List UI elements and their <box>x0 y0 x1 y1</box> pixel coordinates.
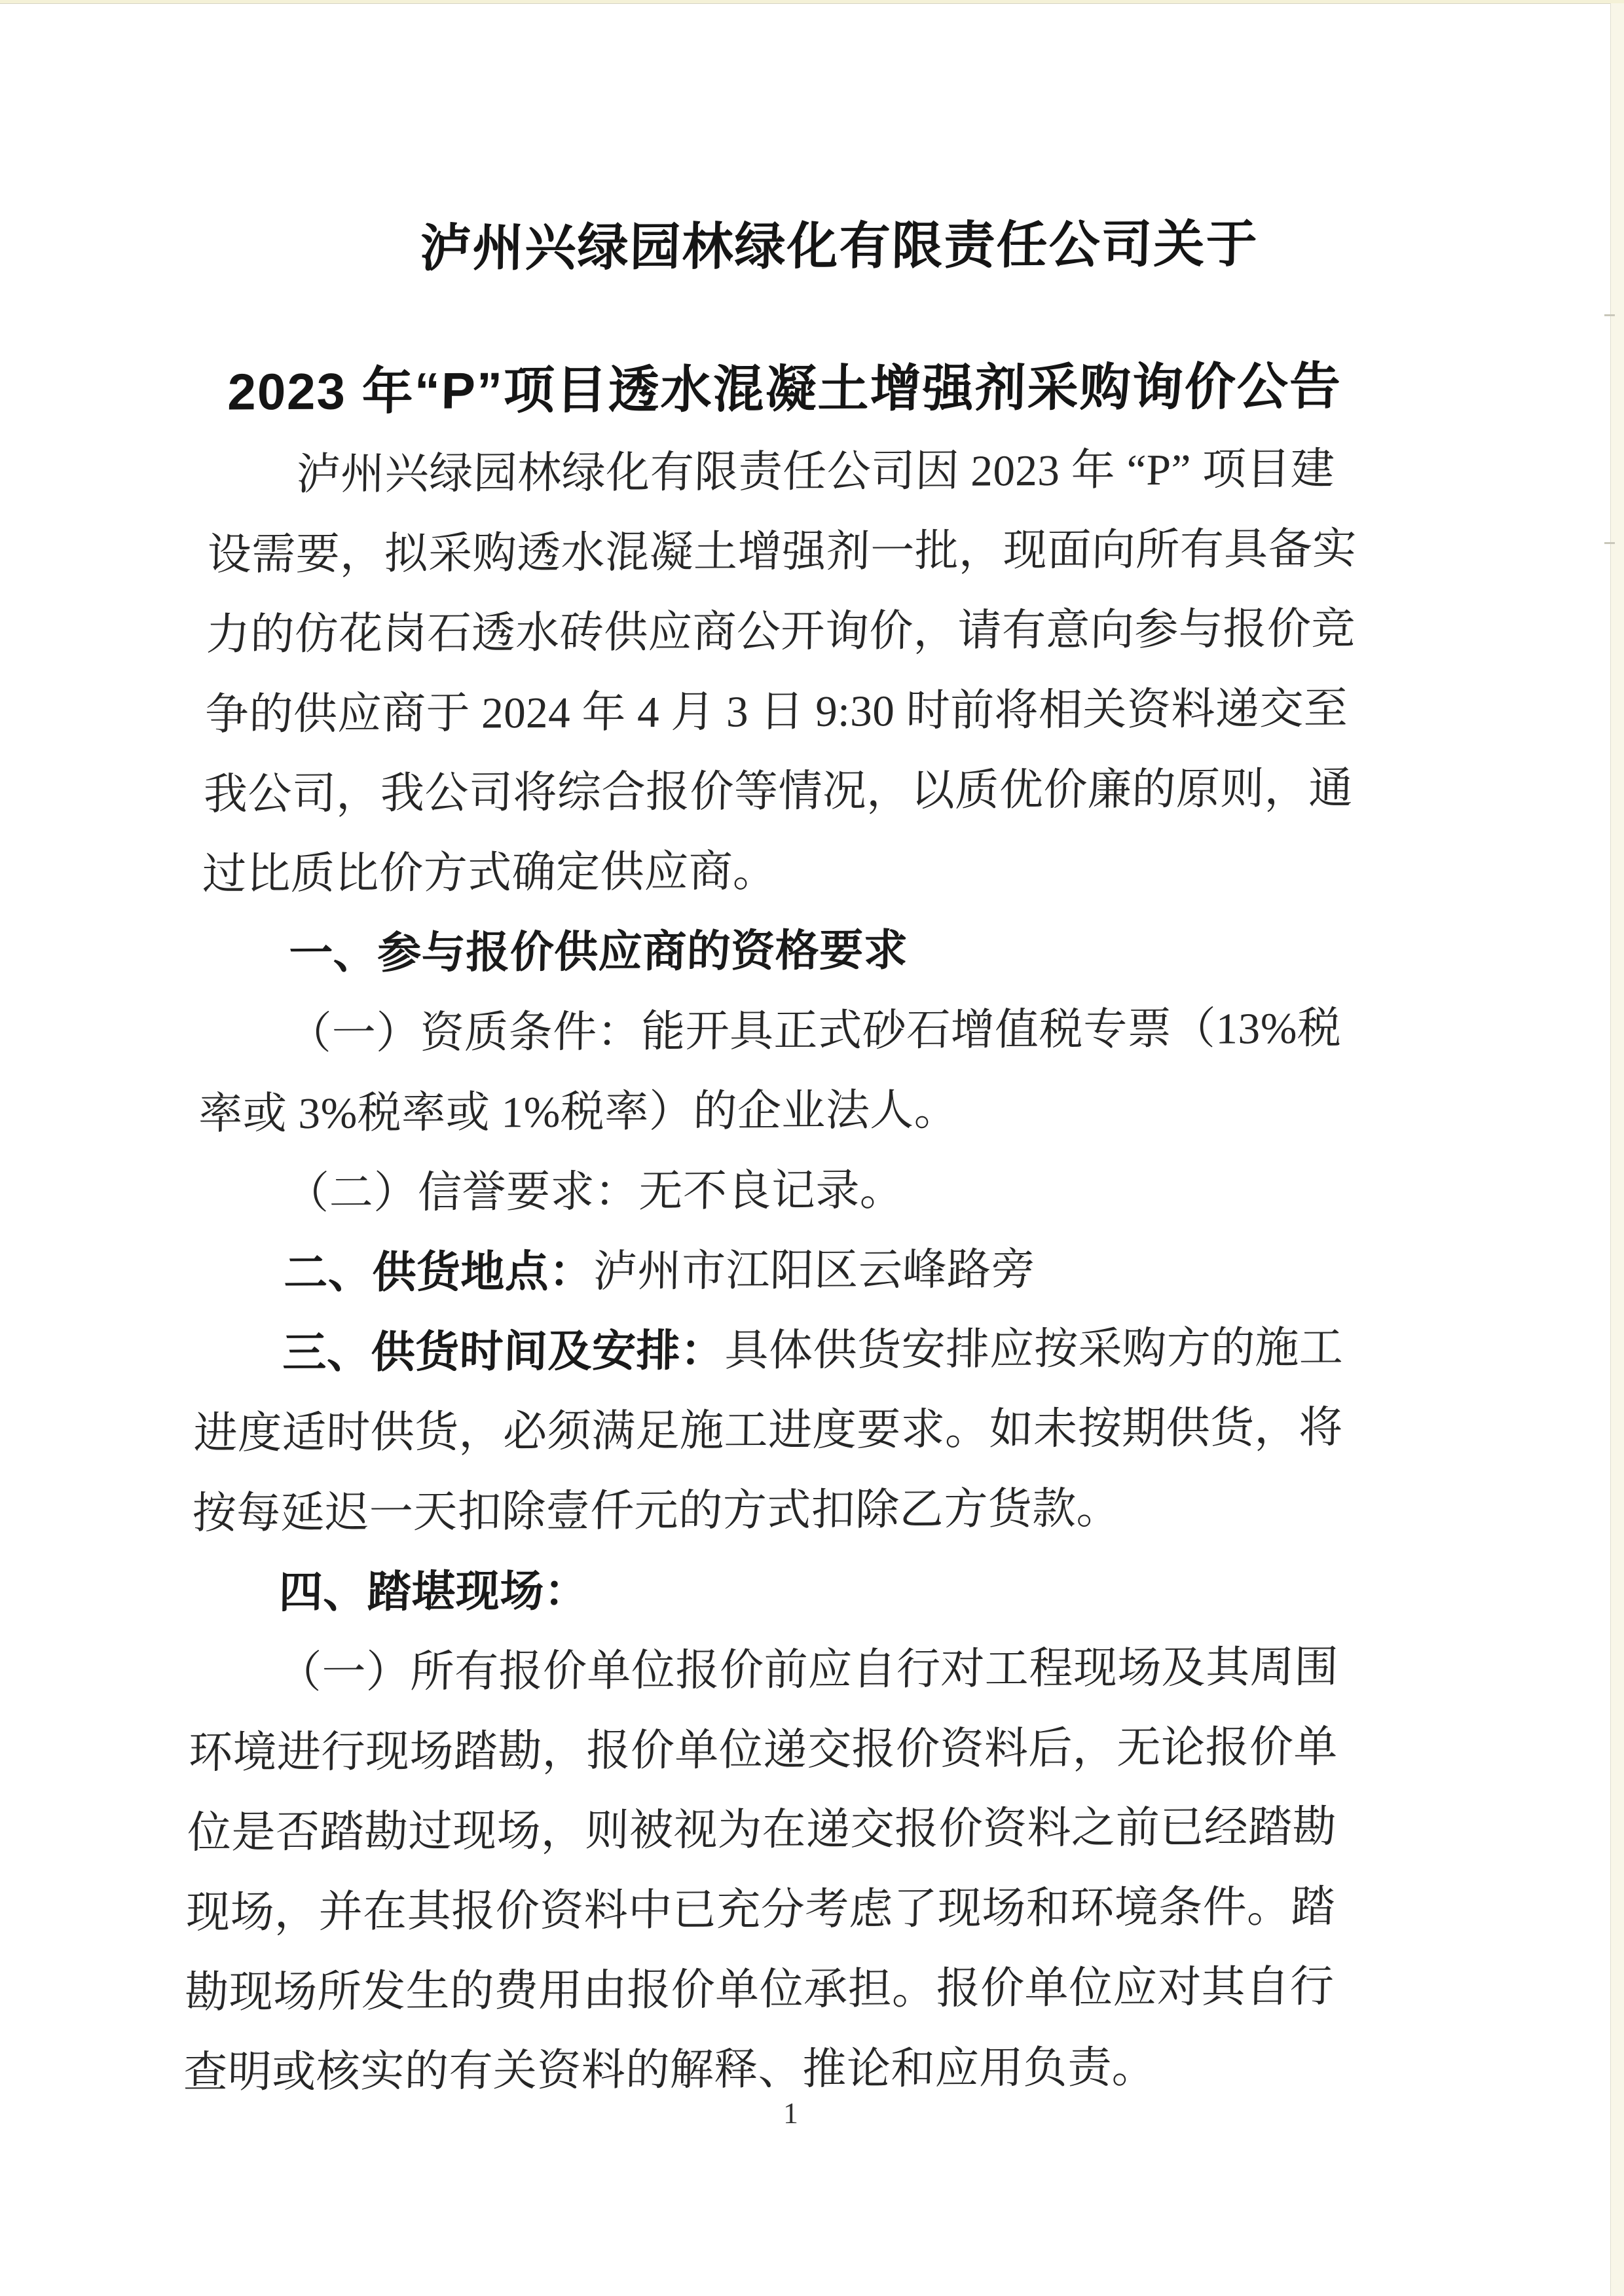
body-line <box>193 1388 1344 1474</box>
body-line <box>184 1947 1335 2033</box>
body-line-text: 争的供应商于 2024 年 4 月 3 日 9:30 时前将相关资料递交至 <box>204 684 1349 739</box>
body-line-bold-label: 二、供货地点： <box>283 1247 594 1298</box>
body-line <box>198 1068 1348 1154</box>
body-line-text: 按每延迟一天扣除壹仟元的方式扣除乙方货款。 <box>192 1484 1121 1538</box>
body-line-bold-label: 四、踏堪现场： <box>278 1566 589 1618</box>
body-line-text: 现场，并在其报价资料中已充分考虑了现场和环境条件。踏 <box>185 1882 1336 1937</box>
body-line-text: 进度适时供货，必须满足施工进度要求。如未按期供货，将 <box>193 1403 1344 1458</box>
body-line-heading-4 <box>191 1548 1341 1633</box>
scan-edge-top <box>0 0 1624 4</box>
body-line <box>207 509 1357 594</box>
body-line-text: 力的仿花岗石透水砖供应商公开询价，请有意向参与报价竞 <box>206 604 1356 659</box>
body-line-text: （一）资质条件：能开具正式砂石增值税专票（13%税 <box>287 1004 1342 1059</box>
body-line <box>188 1707 1338 1793</box>
body-line-text: （一）所有报价单位报价前应自行对工程现场及其周围 <box>277 1643 1339 1698</box>
body-line <box>204 669 1355 755</box>
body-line-text: 环境进行现场踏勘，报价单位递交报价资料后，无论报价单 <box>188 1722 1338 1777</box>
body-line <box>187 1787 1337 1873</box>
body-line-text: 位是否踏勘过现场，则被视为在递交报价资料之前已经踏勘 <box>187 1802 1337 1857</box>
body-line-heading-2 <box>196 1228 1346 1314</box>
body-line <box>202 829 1352 915</box>
body-line-text: 查明或核实的有关资料的解释、推论和应用负责。 <box>183 2043 1156 2097</box>
body-line-text: （二）信誉要求：无不良记录。 <box>284 1166 905 1218</box>
scan-edge-right <box>1610 3 1624 2296</box>
scan-artifact-tick <box>1604 542 1615 544</box>
body-line <box>206 589 1356 674</box>
body-line <box>199 989 1350 1074</box>
body-line-bold-label: 三、供货时间及安排： <box>282 1326 726 1378</box>
body-line-text: 设需要，拟采购透水混凝土增强剂一批，现面向所有具备实 <box>207 524 1357 579</box>
body-line-text: 泸州市江阳区云峰路旁 <box>593 1245 1036 1296</box>
body-line-text: 过比质比价方式确定供应商。 <box>202 847 778 899</box>
body-line-text: 具体供货安排应按采购方的施工 <box>724 1323 1344 1376</box>
body-line-heading-3 <box>194 1308 1345 1394</box>
document-body <box>183 429 1358 2112</box>
body-line <box>192 1468 1342 1554</box>
body-line-text: 率或 3%税率或 1%税率）的企业法人。 <box>198 1085 959 1139</box>
body-line-text: 勘现场所发生的费用由报价单位承担。报价单位应对其自行 <box>184 1962 1335 2017</box>
body-line <box>196 1148 1347 1234</box>
page-number: 1 <box>783 2096 798 2130</box>
body-line-text: 我公司，我公司将综合报价等情况，以质优价廉的原则，通 <box>203 764 1354 819</box>
body-line <box>189 1628 1340 1713</box>
document-title-line2: 2023 年“P”项目透水混凝土增强剂采购询价公告 <box>227 357 1342 421</box>
body-line-heading-1 <box>200 909 1351 994</box>
document-title-line1: 泸州兴绿园林绿化有限责任公司关于 <box>419 215 1259 277</box>
body-line-text: 泸州兴绿园林绿化有限责任公司因 2023 年 “P” 项目建 <box>296 445 1335 499</box>
body-line <box>185 1867 1336 1953</box>
scan-artifact-tick <box>1604 314 1615 316</box>
body-line <box>208 429 1359 515</box>
body-line-bold-label: 一、参与报价供应商的资格要求 <box>288 926 908 979</box>
body-line <box>203 749 1354 835</box>
